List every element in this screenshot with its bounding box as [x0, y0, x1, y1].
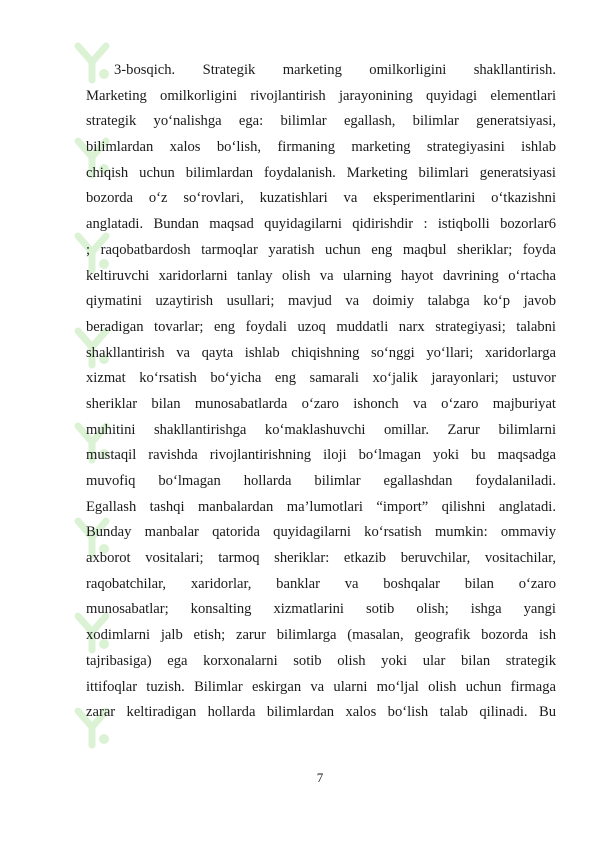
text-line: sheriklar bilan munosabatlarda o‘zaro ishonch va o‘zaro majburiyat	[86, 395, 556, 412]
text-line: raqobatchilar, xaridorlar, banklar va boshqalar bilan o‘zaro	[86, 575, 556, 592]
text-line: keltiruvchi xaridorlarni tanlay olish va ularning hayot davrining o‘rtacha	[86, 267, 556, 284]
text-line: zarar keltiradigan hollarda bilimlardan xalos bo‘lish talab qilinadi. Bu	[86, 704, 556, 721]
text-line: tajribasiga) ega korxonalarni sotib olish yoki ular bilan strategik	[86, 652, 556, 669]
text-line: bozorda o‘z so‘rovlari, kuzatishlari va eksperimentlarini o‘tkazishni	[86, 190, 556, 207]
body-paragraph	[86, 58, 556, 726]
text-line: xizmat ko‘rsatish bo‘yicha eng samarali xo‘jalik jarayonlari; ustuvor	[86, 370, 556, 387]
text-line: ittifoqlar tuzish. Bilimlar eskirgan va ularni mo‘ljal olish uchun firmaga	[86, 678, 556, 695]
text-line: shakllantirish va qayta ishlab chiqishning so‘nggi yo‘llari; xaridorlarga	[86, 344, 556, 361]
text-line: Egallash tashqi manbalardan ma’lumotlari “import” qilishni anglatadi.	[86, 498, 556, 515]
text-line: muhitini shakllantirishga ko‘maklashuvchi omillar. Zarur bilimlarni	[86, 421, 556, 438]
text-line: muvofiq bo‘lmagan hollarda bilimlar egallashdan foydalaniladi.	[86, 473, 556, 489]
text-line: anglatadi. Bundan maqsad quyidagilarni qidirishdir : istiqbolli bozorlar6	[86, 216, 556, 233]
text-line: mustaqil ravishda rivojlantirishning iloji bo‘lmagan yoki bu maqsadga	[86, 447, 556, 464]
page-number: 7	[316, 770, 324, 785]
text-line: ; raqobatbardosh tarmoqlar yaratish uchun eng maqbul sheriklar; foyda	[86, 241, 556, 258]
text-line: strategik yo‘nalishga ega: bilimlar egallash, bilimlar generatsiyasi,	[86, 113, 556, 130]
text-line: axborot vositalari; tarmoq sheriklar: etkazib beruvchilar, vositachilar,	[86, 550, 556, 567]
text-line: qiymatini uzaytirish usullari; mavjud va doimiy talabga ko‘p javob	[86, 293, 556, 310]
section-heading-line: 3-bosqich. Strategik marketing omilkorligini shakllantirish.	[114, 62, 556, 78]
text-line: beradigan tovarlar; eng foydali uzoq muddatli narx strategiyasi; talabni	[86, 318, 556, 335]
text-line: Bunday manbalar qatorida quyidagilarni ko‘rsatish mumkin: ommaviy	[86, 524, 556, 541]
text-line: munosabatlar; konsalting xizmatlarini sotib olish; ishga yangi	[86, 601, 556, 618]
text-line: xodimlarni jalb etish; zarur bilimlarga (masalan, geografik bozorda ish	[86, 627, 556, 644]
text-line: chiqish uchun bilimlardan foydalanish. Marketing bilimlari generatsiyasi	[86, 164, 556, 181]
text-line: Marketing omilkorligini rivojlantirish jarayonining quyidagi elementlari	[86, 87, 556, 104]
text-line: bilimlardan xalos bo‘lish, firmaning marketing strategiyasini ishlab	[86, 139, 556, 156]
